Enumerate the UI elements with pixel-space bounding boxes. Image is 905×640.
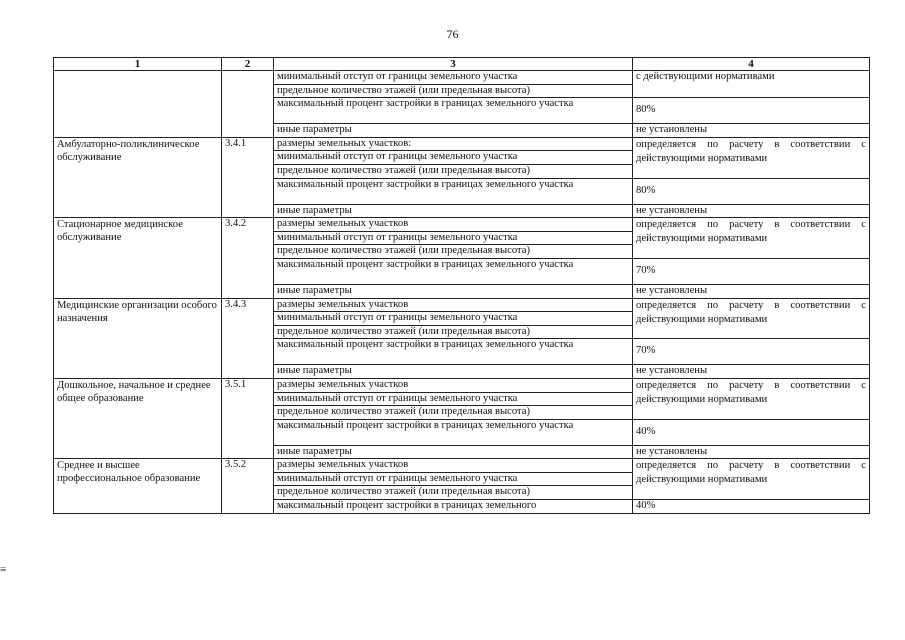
use-name-cell: Стационарное медицинское обслуживание — [54, 218, 222, 298]
param-cell: предельное количество этажей (или предельная высота) — [274, 164, 633, 178]
param-cell: предельное количество этажей (или предельная высота) — [274, 245, 633, 259]
column-header-2: 2 — [222, 58, 274, 71]
table-row — [54, 298, 870, 312]
other-value-cell: не установлены — [633, 365, 870, 379]
norm-value-cell: определяется по расчету в соответствии с действующими нормативами — [633, 298, 870, 339]
percent-value-cell: 70% — [633, 339, 870, 365]
table-row — [54, 218, 870, 232]
norm-value-cell: определяется по расчету в соответствии с действующими нормативами — [633, 378, 870, 419]
other-value-cell: не установлены — [633, 124, 870, 138]
other-value-cell: не установлены — [633, 204, 870, 218]
column-header-4: 4 — [633, 58, 870, 71]
param-cell: минимальный отступ от границы земельного участка — [274, 312, 633, 326]
param-cell: минимальный отступ от границы земельного участка — [274, 71, 633, 85]
table-row — [54, 378, 870, 392]
percent-value-cell: 40% — [633, 500, 870, 514]
other-value-cell: не установлены — [633, 284, 870, 298]
param-cell: размеры земельных участков — [274, 218, 633, 232]
param-cell: максимальный процент застройки в границах земельного участка — [274, 178, 633, 204]
use-name-cell: Амбулаторно-поликлиническое обслуживание — [54, 137, 222, 217]
norm-value-cell: определяется по расчету в соответствии с действующими нормативами — [633, 137, 870, 178]
param-cell: иные параметры — [274, 365, 633, 379]
param-cell: минимальный отступ от границы земельного участка — [274, 231, 633, 245]
margin-mark: ≡ — [0, 564, 7, 576]
param-cell: предельное количество этажей (или предельная высота) — [274, 325, 633, 339]
param-cell: иные параметры — [274, 124, 633, 138]
param-cell: минимальный отступ от границы земельного участка — [274, 392, 633, 406]
table-row — [54, 71, 870, 85]
percent-value-cell: 80% — [633, 178, 870, 204]
param-cell: размеры земельных участков — [274, 459, 633, 473]
use-name-cell: Среднее и высшее профессиональное образование — [54, 459, 222, 513]
zoning-parameters-table — [53, 57, 870, 514]
percent-value-cell: 70% — [633, 258, 870, 284]
param-cell: иные параметры — [274, 204, 633, 218]
param-cell: минимальный отступ от границы земельного участка — [274, 472, 633, 486]
param-cell: максимальный процент застройки в границах земельного участка — [274, 258, 633, 284]
other-value-cell: не установлены — [633, 445, 870, 459]
param-cell: предельное количество этажей (или предельная высота) — [274, 486, 633, 500]
use-code-cell: 3.4.3 — [222, 298, 274, 378]
norm-value-cell: определяется по расчету в соответствии с действующими нормативами — [633, 218, 870, 259]
param-cell: размеры земельных участков — [274, 298, 633, 312]
column-number-row — [54, 58, 870, 71]
percent-value-cell: 80% — [633, 98, 870, 124]
use-name-cell: Дошкольное, начальное и среднее общее образование — [54, 378, 222, 458]
percent-value-cell: 40% — [633, 419, 870, 445]
use-name-cell — [54, 71, 222, 138]
page-number: 76 — [446, 27, 459, 41]
param-cell: иные параметры — [274, 284, 633, 298]
param-cell: минимальный отступ от границы земельного участка — [274, 151, 633, 165]
table-row — [54, 459, 870, 473]
param-cell: предельное количество этажей (или предельная высота) — [274, 406, 633, 420]
use-code-cell — [222, 71, 274, 138]
table-row — [54, 137, 870, 151]
param-cell: предельное количество этажей (или предельная высота) — [274, 84, 633, 98]
use-name-cell: Медицинские организации особого назначения — [54, 298, 222, 378]
use-code-cell: 3.5.2 — [222, 459, 274, 513]
use-code-cell: 3.4.2 — [222, 218, 274, 298]
param-cell: максимальный процент застройки в границах земельного участка — [274, 419, 633, 445]
norm-value-cell: определяется по расчету в соответствии с действующими нормативами — [633, 459, 870, 500]
param-cell: максимальный процент застройки в границах земельного участка — [274, 98, 633, 124]
param-cell: размеры земельных участков — [274, 378, 633, 392]
column-header-1: 1 — [54, 58, 222, 71]
param-cell: иные параметры — [274, 445, 633, 459]
param-cell: максимальный процент застройки в границах земельного — [274, 500, 633, 514]
column-header-3: 3 — [274, 58, 633, 71]
norm-value-cell: с действующими нормативами — [633, 71, 870, 98]
param-cell: максимальный процент застройки в границах земельного участка — [274, 339, 633, 365]
param-cell: размеры земельных участков: — [274, 137, 633, 151]
use-code-cell: 3.4.1 — [222, 137, 274, 217]
use-code-cell: 3.5.1 — [222, 378, 274, 458]
